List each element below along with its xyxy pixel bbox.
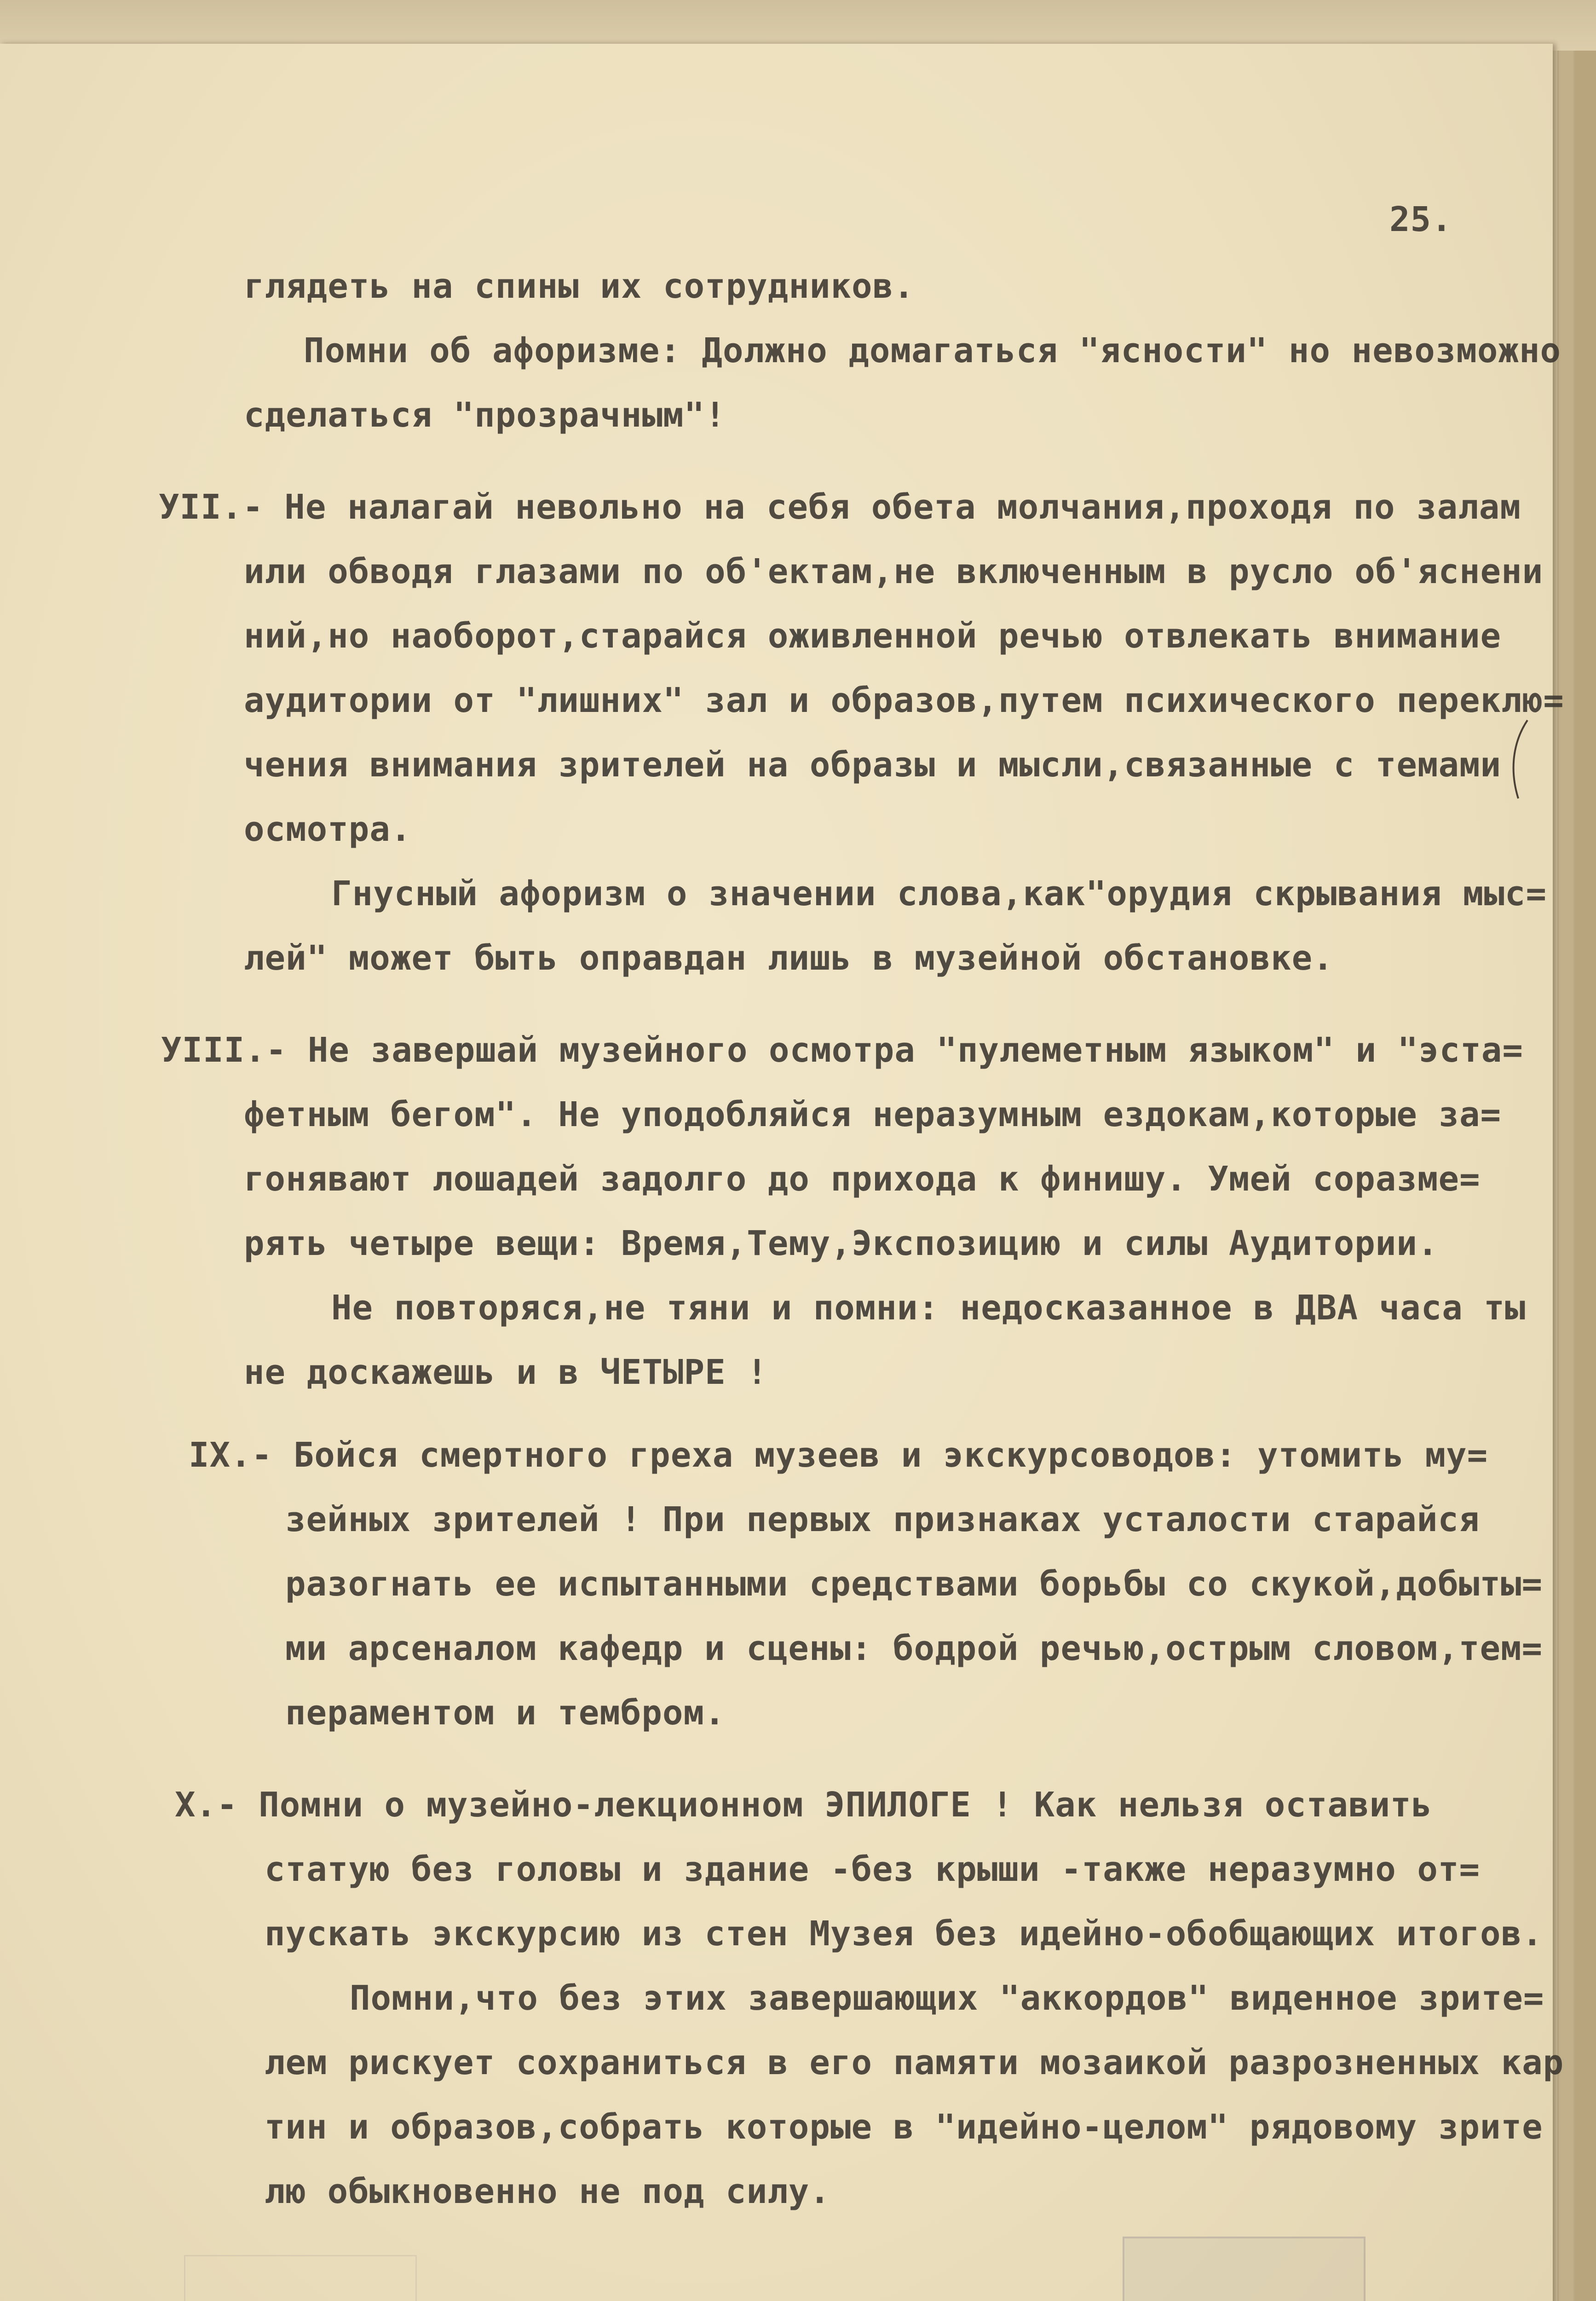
text-line: тин и образов,собрать которые в "идейно-целом" рядовому зрите xyxy=(265,2107,1543,2147)
text-line: ми арсеналом кафедр и сцены: бодрой речью,острым словом,тем= xyxy=(285,1629,1543,1668)
text-line: гонявают лошадей задолго до прихода к финишу. Умей соразме= xyxy=(244,1159,1481,1199)
text-line: или обводя глазами по об'ектам,не включенным в русло об'яснени xyxy=(244,552,1544,591)
text-line: рять четыре вещи: Время,Тему,Экспозицию и силы Аудитории. xyxy=(244,1224,1439,1263)
text-line: Гнусный афоризм о значении слова,как"орудия скрывания мыс= xyxy=(331,874,1547,913)
text-line: лем рискует сохраниться в его памяти мозаикой разрозненных кар xyxy=(265,2043,1564,2082)
text-line: фетным бегом". Не уподобляйся неразумным ездокам,которые за= xyxy=(244,1095,1502,1134)
archive-stamp xyxy=(1123,2237,1366,2301)
text-line: Не повторяся,не тяни и помни: недосказанное в ДВА часа ты xyxy=(331,1288,1526,1328)
text-line: осмотра. xyxy=(244,809,412,849)
text-line: лей" может быть оправдан лишь в музейной обстановке. xyxy=(244,938,1334,978)
text-line: X.- Помни о музейно-лекционном ЭПИЛОГЕ ! Как нельзя оставить xyxy=(175,1785,1433,1825)
text-line: глядеть на спины их сотрудников. xyxy=(244,266,915,306)
text-line: IX.- Бойся смертного греха музеев и экскурсоводов: утомить му= xyxy=(189,1435,1488,1475)
text-line: ний,но наоборот,старайся оживленной речью отвлекать внимание xyxy=(244,616,1502,656)
text-line: аудитории от "лишних" зал и образов,путем психического переклю= xyxy=(244,681,1564,720)
text-line: Помни,что без этих завершающих "аккордов" виденное зрите= xyxy=(350,1978,1544,2018)
text-line: пераментом и тембром. xyxy=(285,1693,726,1733)
text-line: сделаться "прозрачным"! xyxy=(244,395,726,435)
text-line: разогнать ее испытанными средствами борьбы со скукой,добыты= xyxy=(285,1564,1543,1604)
stacked-sheet-edge xyxy=(1573,46,1596,2301)
text-line: статую без головы и здание -без крыши -также неразумно от= xyxy=(265,1850,1481,1889)
text-line: УIII.- Не завершай музейного осмотра "пулеметным языком" и "эста= xyxy=(161,1030,1523,1070)
page-number: 25. xyxy=(1389,200,1452,239)
text-line: пускать экскурсию из стен Музея без идейно-обобщающих итогов. xyxy=(265,1914,1543,1954)
sheet-top-edge xyxy=(0,0,1596,51)
text-line: чения внимания зрителей на образы и мысли,связанные с темами xyxy=(244,745,1502,785)
text-line: Помни об афоризме: Должно домагаться "ясности" но невозможно xyxy=(304,331,1561,370)
text-line: лю обыкновенно не под силу. xyxy=(265,2172,830,2211)
text-line: УII.- Не налагай невольно на себя обета молчания,проходя по залам xyxy=(159,487,1521,527)
text-line: зейных зрителей ! При первых признаках усталости старайся xyxy=(285,1500,1480,1539)
faded-stamp xyxy=(184,2255,417,2301)
text-line: не доскажешь и в ЧЕТЫРЕ ! xyxy=(244,1353,768,1392)
margin-pencil-mark xyxy=(1504,718,1532,801)
